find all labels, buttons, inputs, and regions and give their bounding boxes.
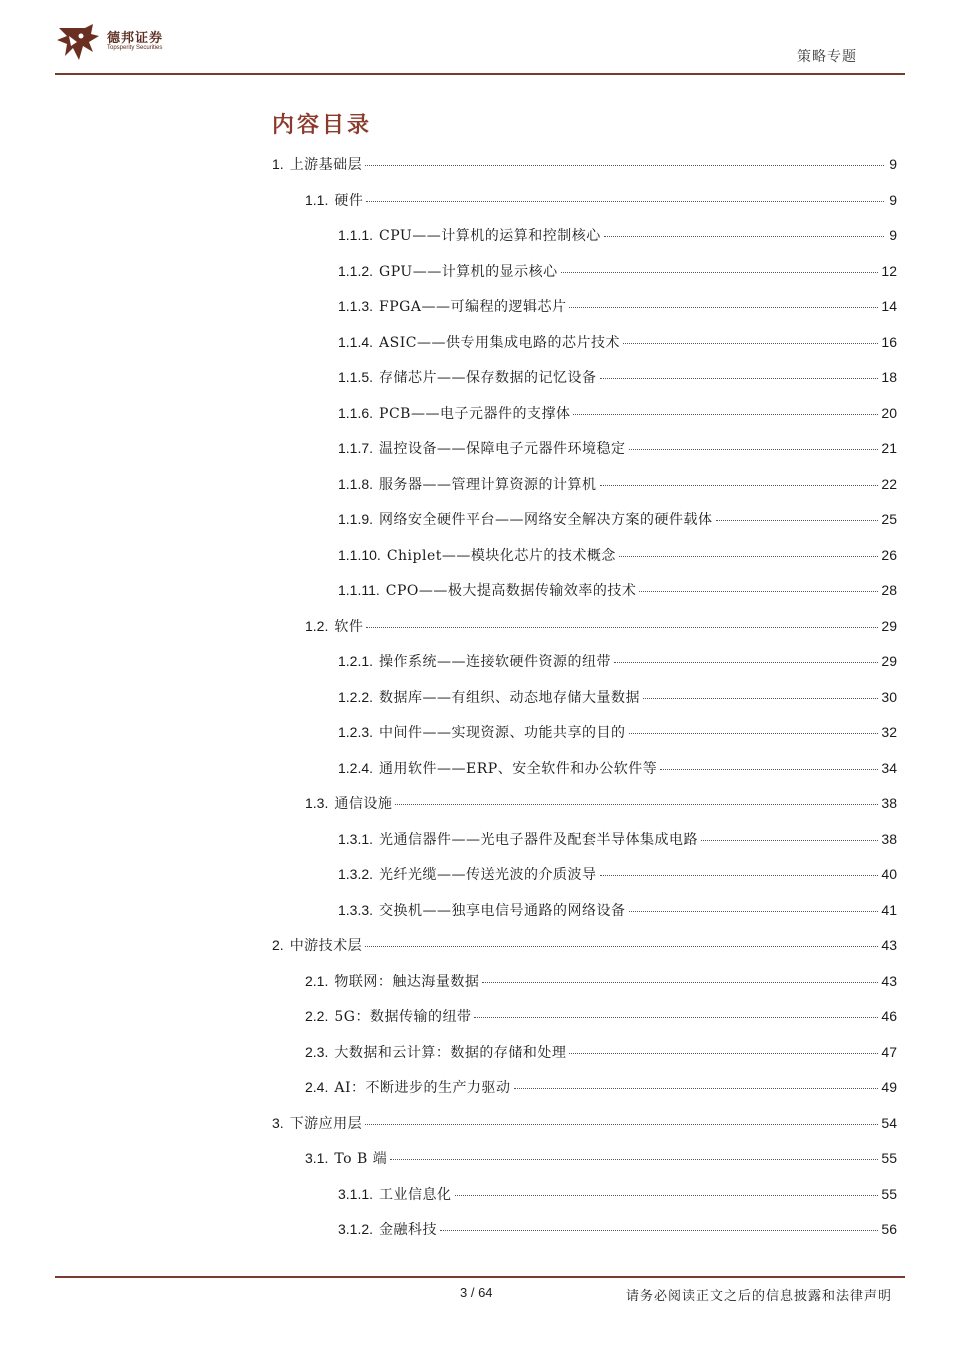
toc-entry[interactable] (272, 900, 897, 936)
toc-entry-page: 16 (881, 333, 897, 350)
toc-entry-label: 温控设备——保障电子元器件环境稳定 (379, 441, 626, 457)
toc-entry-number: 1.1.1. (338, 227, 374, 243)
toc-entry[interactable] (272, 154, 897, 190)
toc-entry-number: 1.2.4. (338, 759, 374, 776)
toc-entry-number: 1.1.7. (338, 440, 374, 456)
toc-entry[interactable] (272, 580, 897, 616)
toc-dot-leader (573, 414, 878, 415)
toc-entry[interactable] (272, 793, 897, 829)
toc-entry[interactable] (272, 971, 897, 1007)
toc-entry[interactable] (272, 1219, 897, 1255)
toc-dot-leader (366, 201, 884, 202)
toc-entry-label: 网络安全硬件平台——网络安全解决方案的硬件载体 (379, 512, 713, 528)
toc-dot-leader (482, 982, 878, 983)
toc-entry-page: 34 (881, 759, 897, 776)
toc-entry-page: 28 (881, 582, 897, 598)
toc-entry-number: 1.1.6. (338, 404, 374, 421)
toc-entry[interactable] (272, 190, 897, 226)
logo-english-name: Topsperity Securities (107, 45, 163, 51)
toc-entry-label: Chiplet——模块化芯片的技术概念 (386, 547, 616, 564)
toc-entry-page: 25 (881, 511, 897, 527)
toc-entry-number: 3.1.2. (338, 1221, 374, 1237)
toc-entry-page: 38 (881, 830, 897, 847)
toc-entry-page: 20 (881, 404, 897, 421)
toc-entry[interactable] (272, 864, 897, 900)
toc-entry-label: 软件 (334, 618, 364, 635)
toc-entry-page: 56 (881, 1221, 897, 1237)
toc-entry[interactable] (272, 829, 897, 865)
toc-entry-number: 1.3. (305, 795, 329, 811)
toc-entry[interactable] (272, 1077, 897, 1113)
toc-entry[interactable] (272, 935, 897, 971)
legal-disclaimer: 请务必阅读正文之后的信息披露和法律声明 (625, 1289, 892, 1304)
toc-entry-number: 2.2. (305, 1008, 329, 1024)
toc-dot-leader (619, 556, 879, 557)
toc-entry-number: 2. (272, 937, 284, 953)
toc-entry-number: 1.1.3. (338, 298, 374, 314)
toc-entry-label: 金融科技 (379, 1222, 438, 1238)
toc-entry-number: 3. (272, 1114, 284, 1131)
toc-entry[interactable] (272, 722, 897, 758)
toc-entry-label: 上游基础层 (289, 157, 363, 173)
toc-dot-leader (600, 378, 879, 379)
toc-entry-page: 29 (881, 653, 897, 669)
toc-entry[interactable] (272, 1042, 897, 1078)
toc-entry-page: 41 (881, 901, 897, 918)
toc-dot-leader (569, 307, 878, 308)
toc-entry-label: 下游应用层 (289, 1115, 363, 1132)
toc-entry-page: 55 (881, 1150, 897, 1166)
toc-entry-label: 光纤光缆——传送光波的介质波导 (379, 867, 597, 883)
toc-entry[interactable] (272, 1113, 897, 1149)
toc-entry-number: 1.2. (305, 617, 329, 634)
toc-entry-number: 2.4. (305, 1079, 329, 1095)
toc-entry-page: 9 (889, 156, 897, 172)
toc-entry-page: 32 (881, 724, 897, 740)
toc-dot-leader (604, 236, 884, 237)
toc-dot-leader (600, 875, 879, 876)
toc-dot-leader (365, 946, 878, 947)
toc-entry[interactable] (272, 438, 897, 474)
toc-dot-leader (629, 911, 879, 912)
toc-entry-page: 22 (881, 475, 897, 492)
toc-entry-page: 18 (881, 369, 897, 385)
toc-dot-leader (440, 1230, 878, 1231)
toc-dot-leader (701, 840, 878, 841)
toc-dot-leader (643, 698, 878, 699)
toc-dot-leader (455, 1195, 879, 1196)
toc-entry-number: 1.1.10. (338, 546, 381, 563)
toc-entry[interactable] (272, 403, 897, 439)
toc-dot-leader (623, 343, 878, 344)
toc-entry-number: 1. (272, 156, 284, 172)
toc-entry-page: 43 (881, 972, 897, 989)
toc-entry-label: PCB——电子元器件的支撑体 (379, 405, 571, 422)
toc-entry-number: 1.3.3. (338, 901, 374, 918)
toc-entry-page: 21 (881, 440, 897, 456)
toc-entry-number: 1.1.8. (338, 475, 374, 492)
toc-dot-leader (614, 662, 878, 663)
toc-entry[interactable] (272, 261, 897, 297)
toc-entry[interactable] (272, 367, 897, 403)
toc-entry-label: 物联网：触达海量数据 (334, 973, 480, 990)
toc-dot-leader (569, 1053, 878, 1054)
toc-entry-number: 3.1. (305, 1150, 329, 1166)
toc-entry[interactable] (272, 758, 897, 794)
toc-entry[interactable] (272, 1184, 897, 1220)
toc-entry-label: 5G：数据传输的纽带 (334, 1009, 472, 1025)
toc-entry-number: 2.1. (305, 972, 329, 989)
toc-dot-leader (629, 733, 879, 734)
toc-entry[interactable] (272, 1006, 897, 1042)
toc-entry-label: 服务器——管理计算资源的计算机 (379, 476, 597, 493)
toc-entry[interactable] (272, 616, 897, 652)
toc-entry-page: 9 (889, 191, 897, 208)
toc-entry-label: GPU——计算机的显示核心 (379, 263, 558, 280)
toc-entry-label: 通信设施 (334, 796, 393, 812)
toc-entry[interactable] (272, 509, 897, 545)
dragon-logo-icon (55, 22, 101, 64)
toc-entry-number: 2.3. (305, 1043, 329, 1060)
toc-entry-number: 1.1.9. (338, 511, 374, 527)
toc-dot-leader (716, 520, 879, 521)
toc-entry-page: 29 (881, 617, 897, 634)
company-logo (55, 22, 175, 64)
toc-title: 内容目录 (272, 112, 373, 138)
toc-dot-leader (660, 769, 878, 770)
toc-entry-page: 43 (881, 937, 897, 953)
toc-entry-label: 数据库——有组织、动态地存储大量数据 (379, 689, 641, 706)
toc-entry-label: 通用软件——ERP、安全软件和办公软件等 (379, 760, 658, 777)
toc-entry[interactable] (272, 332, 897, 368)
toc-dot-leader (395, 804, 878, 805)
toc-dot-leader (366, 627, 878, 628)
toc-entry-label: CPO——极大提高数据传输效率的技术 (385, 583, 637, 599)
toc-entry-label: 交换机——独享电信号通路的网络设备 (379, 902, 626, 919)
toc-entry[interactable] (272, 651, 897, 687)
toc-entry-label: FPGA——可编程的逻辑芯片 (379, 299, 567, 315)
toc-dot-leader (561, 272, 879, 273)
toc-entry-page: 47 (881, 1043, 897, 1060)
toc-entry-label: CPU——计算机的运算和控制核心 (379, 228, 601, 244)
toc-dot-leader (365, 165, 884, 166)
toc-entry-number: 1.1.5. (338, 369, 374, 385)
report-type-label: 策略专题 (797, 49, 857, 65)
toc-dot-leader (639, 591, 878, 592)
toc-entry[interactable] (272, 545, 897, 581)
footer-divider (55, 1276, 905, 1278)
toc-entry[interactable] (272, 225, 897, 261)
toc-entry-page: 38 (881, 795, 897, 811)
toc-entry-label: 光通信器件——光电子器件及配套半导体集成电路 (379, 831, 699, 848)
toc-entry-label: 硬件 (334, 192, 364, 209)
toc-dot-leader (474, 1017, 878, 1018)
toc-entry-page: 55 (881, 1185, 897, 1202)
table-of-contents (272, 154, 897, 1255)
toc-entry-label: AI：不断进步的生产力驱动 (334, 1080, 511, 1096)
toc-dot-leader (629, 449, 879, 450)
toc-entry-page: 14 (881, 298, 897, 314)
toc-entry-number: 1.3.1. (338, 830, 374, 847)
toc-entry-label: ASIC——供专用集成电路的芯片技术 (379, 334, 620, 351)
toc-entry[interactable] (272, 474, 897, 510)
toc-entry-number: 1.1.2. (338, 262, 374, 279)
toc-entry-page: 40 (881, 866, 897, 882)
toc-entry-number: 1.1. (305, 191, 329, 208)
toc-entry-number: 1.2.3. (338, 724, 374, 740)
header-divider (55, 73, 905, 75)
toc-entry-number: 1.1.4. (338, 333, 374, 350)
toc-dot-leader (514, 1088, 879, 1089)
toc-entry-label: 工业信息化 (379, 1186, 452, 1203)
toc-entry-label: 大数据和云计算：数据的存储和处理 (334, 1044, 567, 1061)
toc-entry-label: 存储芯片——保存数据的记忆设备 (379, 370, 597, 386)
toc-dot-leader (600, 485, 879, 486)
toc-entry-label: To B 端 (334, 1151, 388, 1167)
toc-entry-number: 1.2.2. (338, 688, 374, 705)
toc-entry-page: 49 (881, 1079, 897, 1095)
page-number: 3 / 64 (460, 1285, 493, 1300)
toc-entry-number: 1.2.1. (338, 653, 374, 669)
toc-entry-number: 1.3.2. (338, 866, 374, 882)
logo-chinese-name: 德邦证券 (107, 31, 164, 46)
toc-entry-page: 54 (881, 1114, 897, 1131)
toc-entry[interactable] (272, 1148, 897, 1184)
toc-entry[interactable] (272, 296, 897, 332)
toc-entry-page: 26 (881, 546, 897, 563)
toc-entry-label: 中间件——实现资源、功能共享的目的 (379, 725, 626, 741)
toc-entry-page: 9 (889, 227, 897, 243)
toc-entry-page: 30 (881, 688, 897, 705)
toc-entry-label: 中游技术层 (289, 938, 363, 954)
toc-entry-number: 1.1.11. (338, 582, 380, 598)
toc-entry-label: 操作系统——连接软硬件资源的纽带 (379, 654, 612, 670)
toc-entry-number: 3.1.1. (338, 1185, 374, 1202)
toc-dot-leader (365, 1124, 878, 1125)
toc-dot-leader (390, 1159, 878, 1160)
toc-entry-page: 46 (881, 1008, 897, 1024)
toc-entry-page: 12 (881, 262, 897, 279)
page-header (55, 20, 905, 75)
toc-entry[interactable] (272, 687, 897, 723)
